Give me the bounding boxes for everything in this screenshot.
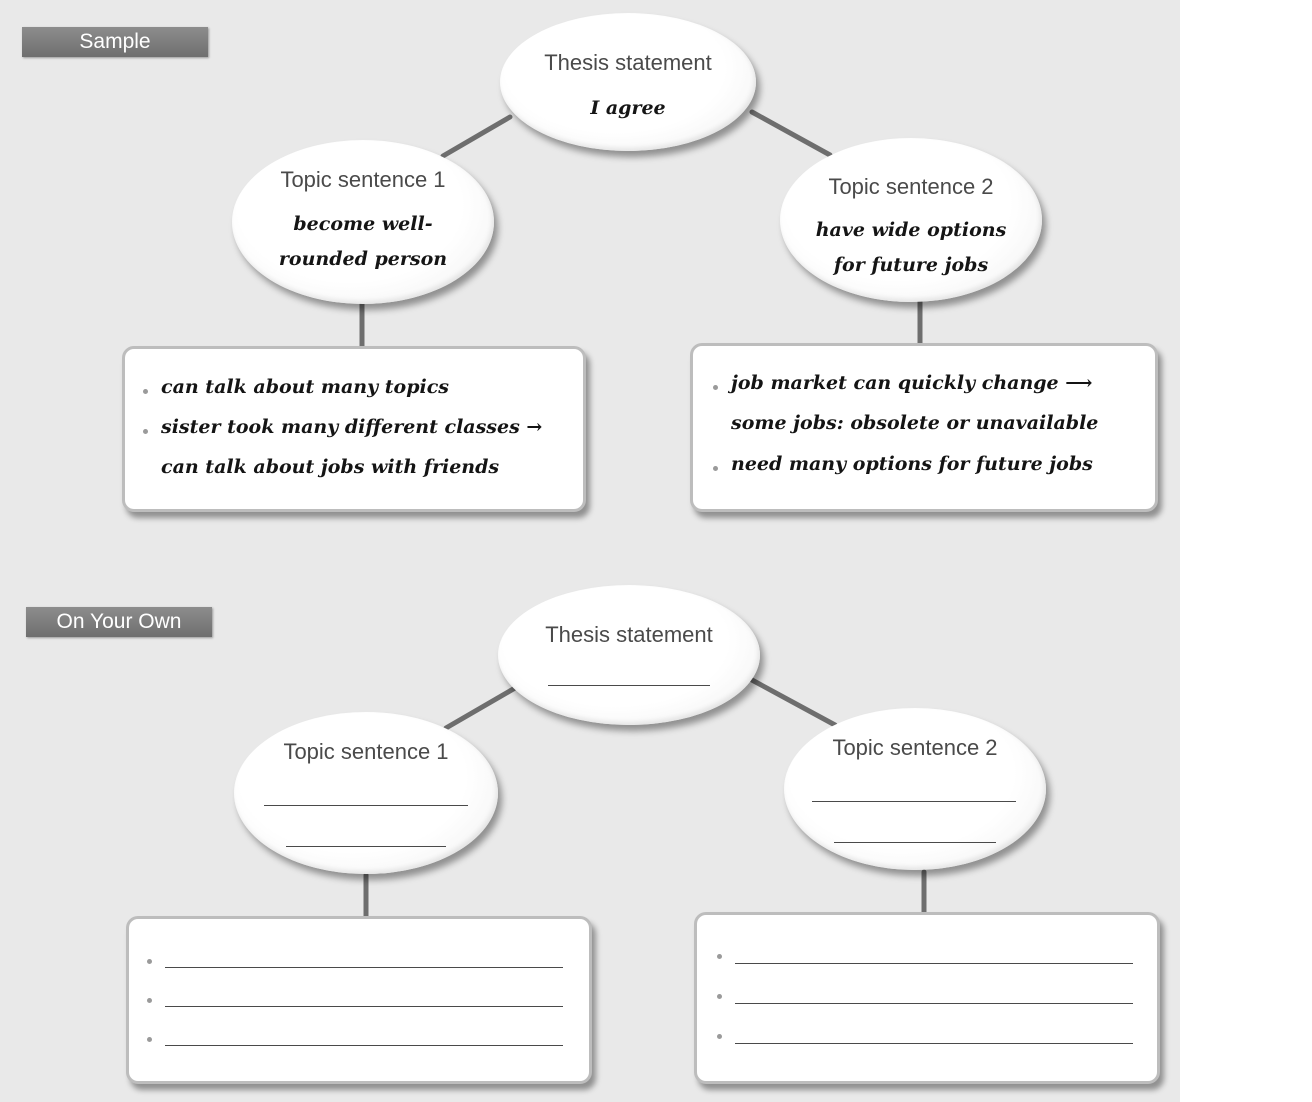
bullet: [717, 954, 722, 959]
sample-topic2-line-1: have wide options: [815, 219, 1007, 241]
sample-thesis-text: I agree: [590, 97, 666, 119]
own-thesis-ellipse: [498, 585, 760, 725]
sample-topic1-detail-3: can talk about jobs with friends: [161, 456, 500, 478]
sample-topic2-ellipse: [780, 138, 1042, 302]
sample-thesis-heading: Thesis statement: [544, 50, 712, 75]
sample-topic1-detail-2: sister took many different classes →: [161, 416, 543, 438]
own-topic1-blank-1[interactable]: [264, 805, 468, 806]
own-topic1-ellipse: [234, 712, 498, 874]
own-thesis-blank[interactable]: [548, 685, 710, 686]
own-topic1-detail-line-1[interactable]: [165, 967, 563, 968]
sample-topic2-detail-2: some jobs: obsolete or unavailable: [731, 412, 1099, 434]
sample-topic2-heading: Topic sentence 2: [828, 174, 994, 199]
own-topic1-blank-2[interactable]: [286, 846, 446, 847]
sample-topic1-details-box: [122, 346, 586, 512]
bullet: [147, 959, 152, 964]
own-topic2-details-box: [694, 912, 1160, 1084]
sample-topic2-detail-3: need many options for future jobs: [731, 453, 1093, 475]
connector-own-thesis-topic2: [752, 680, 835, 725]
bullet: [717, 994, 722, 999]
own-topic2-blank-1[interactable]: [812, 801, 1016, 802]
sample-topic2-line-2: for future jobs: [833, 254, 989, 276]
sample-label: Sample: [22, 27, 208, 57]
own-topic1-details-box: [126, 916, 592, 1084]
bullet: [147, 1037, 152, 1042]
sample-thesis-ellipse: [500, 13, 756, 151]
own-topic1-detail-line-3[interactable]: [165, 1045, 563, 1046]
sample-topic1-line-2: rounded person: [278, 248, 448, 270]
own-topic1-heading: Topic sentence 1: [283, 739, 449, 764]
on-your-own-label: On Your Own: [26, 607, 212, 637]
sample-topic1-ellipse: [232, 140, 494, 304]
connector-thesis-topic2: [752, 112, 830, 155]
own-thesis-heading: Thesis statement: [545, 622, 713, 647]
bullet: [147, 998, 152, 1003]
own-topic2-detail-line-1[interactable]: [735, 963, 1133, 964]
sample-topic1-line-1: become well-: [293, 213, 433, 235]
own-topic2-ellipse: [784, 708, 1046, 870]
bullet: [713, 385, 718, 390]
own-topic1-detail-line-2[interactable]: [165, 1006, 563, 1007]
sample-topic1-detail-1: can talk about many topics: [161, 376, 449, 398]
bullet: [713, 466, 718, 471]
sample-topic2-detail-1: job market can quickly change ⟶: [731, 372, 1093, 394]
bullet: [143, 389, 148, 394]
bullet: [717, 1034, 722, 1039]
sample-topic1-heading: Topic sentence 1: [280, 167, 446, 192]
sample-topic2-details-box: [690, 343, 1158, 512]
own-topic2-detail-line-2[interactable]: [735, 1003, 1133, 1004]
bullet: [143, 429, 148, 434]
own-topic2-detail-line-3[interactable]: [735, 1043, 1133, 1044]
connector-own-thesis-topic1: [446, 688, 515, 728]
own-topic2-heading: Topic sentence 2: [832, 735, 998, 760]
own-topic2-blank-2[interactable]: [834, 842, 996, 843]
